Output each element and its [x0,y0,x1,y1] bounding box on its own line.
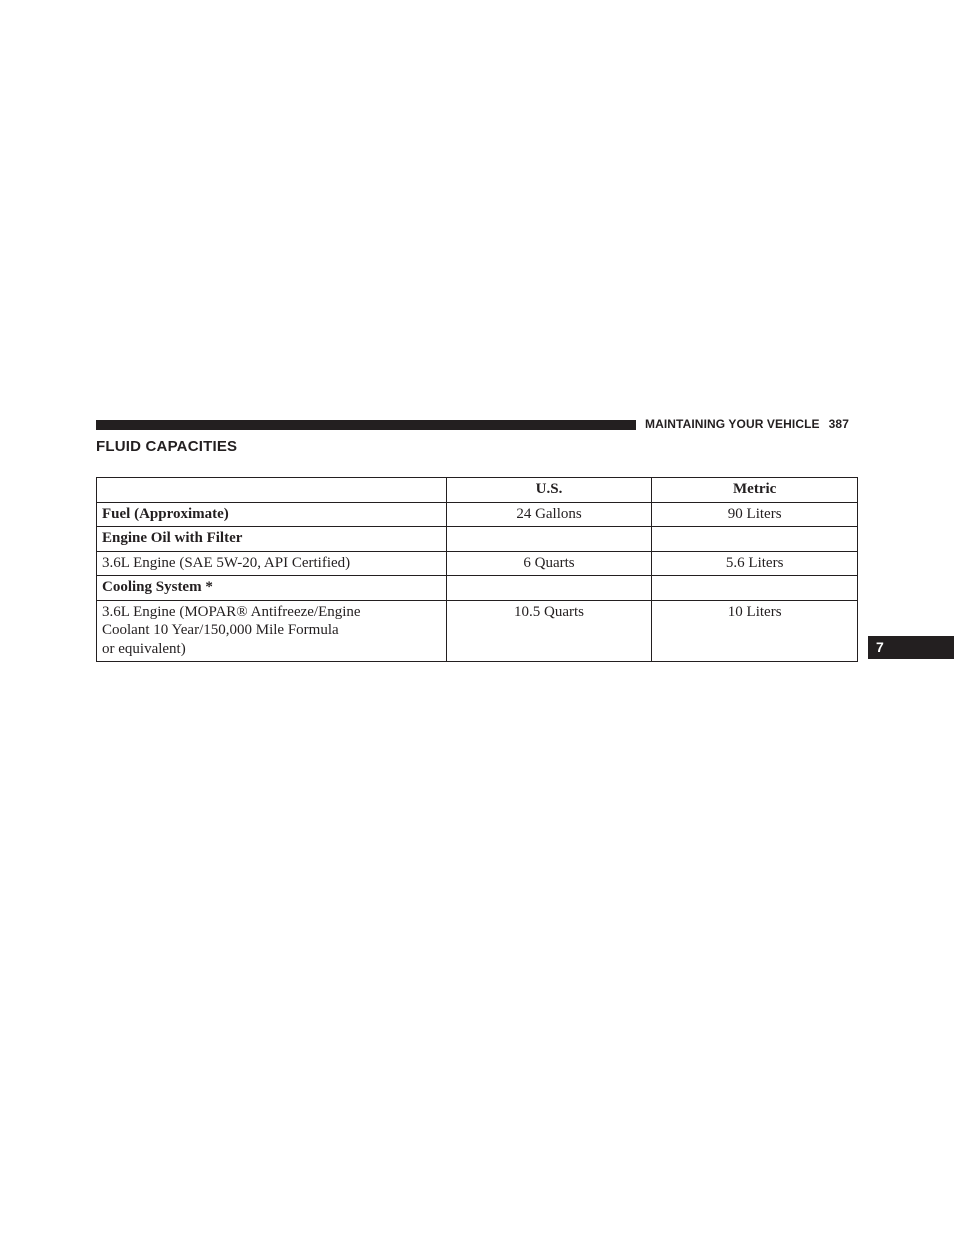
table-row [97,527,858,552]
chapter-number: 7 [876,639,884,655]
row-us-value: 10.5 Quarts [446,600,652,662]
row-item-line: or equivalent) [102,640,186,657]
row-metric-value: 10 Liters [652,600,858,662]
row-item-label: Cooling System * [97,576,447,601]
row-item-label: Engine Oil with Filter [97,527,447,552]
column-header-item [97,478,447,503]
row-us-value [446,527,652,552]
row-item-label: 3.6L Engine (SAE 5W-20, API Certified) [97,551,447,576]
row-item-label [97,600,447,662]
row-us-value [446,576,652,601]
row-metric-value [652,527,858,552]
page-number: 387 [828,417,849,431]
row-us-value: 6 Quarts [446,551,652,576]
column-header-metric: Metric [652,478,858,503]
section-title: FLUID CAPACITIES [96,438,238,455]
row-item-line: 3.6L Engine (MOPAR® Antifreeze/Engine [102,603,361,620]
column-header-us: U.S. [446,478,652,503]
row-item-label: Fuel (Approximate) [97,502,447,527]
running-header [645,417,858,431]
row-metric-value [652,576,858,601]
row-us-value: 24 Gallons [446,502,652,527]
row-item-line: Coolant 10 Year/150,000 Mile Formula [102,622,339,638]
row-metric-value: 90 Liters [652,502,858,527]
header-section-title: MAINTAINING YOUR VEHICLE [645,417,820,431]
chapter-tab [868,636,954,659]
fluid-capacities-table [96,477,858,662]
table-row [97,551,858,576]
header-rule [96,420,636,430]
table-row [97,576,858,601]
table-row [97,600,858,662]
table-row [97,502,858,527]
row-metric-value: 5.6 Liters [652,551,858,576]
table-header-row [97,478,858,503]
